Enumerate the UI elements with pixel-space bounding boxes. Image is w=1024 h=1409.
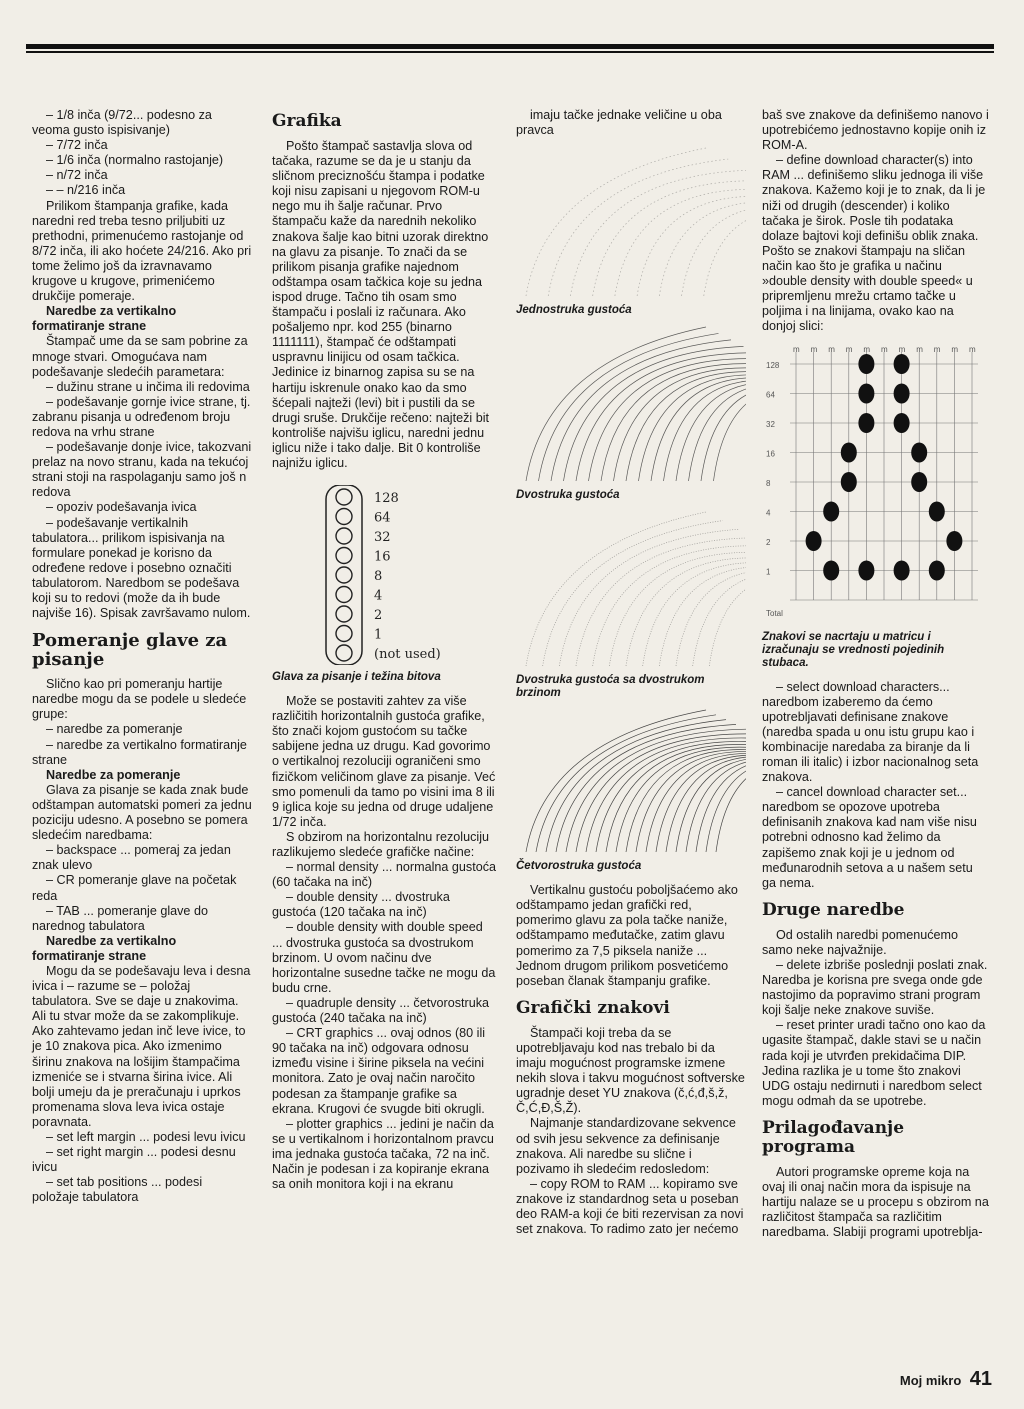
paragraph: – 1/8 inča (9/72... podesno za veoma gusto ispisivanje) [32,108,212,138]
matrix-dot [806,531,822,551]
matrix-dot [823,561,839,581]
matrix-column-label: m [793,345,800,355]
matrix-total-label: Total [766,609,783,619]
paragraph: Pošto štampač sastavlja slova od tačaka, razume se da je u stanju da sličnom preciznošću štampa i podatke koji nisu zapisani u njegovom ROM-u nego mu ih šalje računar. Prvo štampaču kaže da narednih nekoliko znakova šalje kao bitni uzorak direktno na glavu za pisanje. To znači da se prilikom pisanja grafike najednom odštampa osam tačkica koje su jedna ispod druge. Tačno tih osam smo štampaču i poslali iz računara. Ako pošaljemo npr. kod 255 (binarno 1111111), štampač će odštampati uspravnu linijicu od osam tačkica. Jedinice iz binarnog zapisa su se na hartiju iskrenule onako kao da smo šćepali najteži (levi) bit i pustili da se drugi sruše. Drukčije rečeno: najteži bit kontroliše najvišu iglicu, naredni jednu iglicu niže i tako dalje. Bit 0 kontroliše najnižu iglicu. [272,139,489,470]
density-arc [614,368,747,481]
page-number: 41 [969,1368,992,1390]
density-arc [593,181,746,296]
density-arc [709,576,746,666]
density-arc [704,211,746,296]
density-arc [609,553,746,667]
density-figure-1 [516,138,746,304]
paragraph: Štampači koji treba da se upotrebljavaju kod nas trebalo bi da imaju mogućnost programske izmene nekih slova i takvu mogućnost softverske ugradnje deset YU znakova (č,ć,đ,š,ž, Č,Ć,Đ,Š,Ž). [516,1025,745,1116]
paragraph: Vertikalnu gustoću poboljšaćemo ako odštampamo jedan grafički red, pomerimo glavu za pola tačke naniže, odštampamo međutačke, zatim glavu pomerimo za 7,5 piksela naniže ... Jednom drugom prilikom posvetićemo poseban članak štampanju grafike. [516,883,738,988]
density-arc [596,742,746,853]
paragraph: – CRT graphics ... ovaj odnos (80 ili 90 tačaka na inč) odgovara odnosu između visine i širine piksela na većini monitora. Zato je ovaj način naročito podesan za štampanje grafike sa ekrana. Krugovi će svugde biti okrugli. [272,1026,486,1116]
pin-weight-label: 128 [374,491,399,507]
density-arc [526,148,706,296]
density-arc [606,745,746,853]
section-heading: Grafički znakovi [516,997,670,1018]
density-arc [659,202,746,296]
print-head-diagram [272,485,496,665]
pin-circle [336,567,352,583]
density-arc [615,189,746,296]
figure-caption: Dvostruka gustoća [516,489,620,502]
density-arc [676,383,746,482]
matrix-dot [841,443,857,463]
density-figure-2 [516,317,746,489]
density-figure-3 [516,502,746,674]
paragraph: – – n/216 inča [46,183,126,198]
paragraph: – set right margin ... podesi desnu ivicu [32,1145,236,1175]
density-arc [564,347,744,482]
paragraph: – podešavanje vertikalnih tabulatora... prilikom ispisivanja na formulare ponekad je korisno da određene redove i posebno označiti tabulatorom. Naredbom se podešava koji su to redovi (može da ih bude najviše 16). Spisak završavamo nulom. [32,515,251,621]
matrix-column-label: m [969,345,976,355]
density-arc [626,372,746,481]
matrix-dot [911,472,927,492]
pin-circle-unused [336,645,352,661]
pin-circle [336,626,352,642]
figure-caption: Znakovi se nacrtaju u matricu i izračunaju se vrednosti pojedinih stubaca. [762,630,945,669]
pin-circle [336,528,352,544]
matrix-column-label: m [933,345,941,355]
pin-weight-label: 16 [374,549,391,565]
matrix-row-label: 1 [766,567,771,577]
density-arc [576,538,746,666]
paragraph: – 1/6 inča (normalno rastojanje) [46,153,224,168]
density-arc [539,334,719,482]
section-heading: Prilagođavanje programa [762,1117,905,1157]
density-arc [701,386,746,481]
matrix-column-label: m [951,345,959,355]
matrix-dot [858,384,874,404]
matrix-column-label: m [828,345,835,355]
paragraph: – delete izbriše poslednji poslati znak. Naredba je korisna pre svega onde gde nastojimo da popravimo strani program koji šalje neke znakove suviše. [762,958,988,1018]
pin-circle [336,606,352,622]
paragraph: – set tab positions ... podesi položaje tabulatora [32,1175,203,1205]
matrix-column-label: m [916,345,923,355]
pin-weight-label: (not used) [374,647,441,663]
density-arc [693,573,746,666]
density-arc [639,375,747,481]
matrix-row-label: 16 [766,449,775,459]
matrix-row-label: 128 [766,361,780,371]
density-arc [659,567,746,666]
matrix-row-label: 32 [766,420,775,430]
paragraph: – quadruple density ... četvorostruka gustoća (240 tačaka na inč) [272,995,490,1026]
column-2 [272,108,496,1192]
section-heading: Pomeranje glave za pisanje [32,630,228,671]
paragraph: Mogu da se podešavaju leva i desna ivica i – razume se – položaj tabulatora. Sve se daje u znakovima. Ali tu stvar može da se zakomplikuje. Ako zahtevamo jedan inč leve ivice, to je 10 znakova pica. Ako izmenimo širinu znakova na lošijim štampačima izmeniće se i stvarna širina ivice. Ali bolji umeju da je preračunaju i uprkos promenama slova leva ivica ostaje poravnata. [32,963,251,1129]
pin-circle [336,548,352,564]
column-4 [762,108,990,1240]
top-rule-thick [26,44,994,49]
matrix-row-label: 4 [766,508,771,518]
matrix-dot [858,561,874,581]
figure-caption: Četvorostruka gustoća [516,860,642,873]
matrix-row-label: 64 [766,390,775,400]
matrix-row-label: 8 [766,479,771,489]
paragraph: Može se postaviti zahtev za više različitih horizontalnih gustoća grafike, što znači kojom gustoćom su tačke sabijene jedna uz drugu. Kad govorimo o vertikalnoj rezoluciji ograničeni smo fizičkom veličinom glave za pisanje. Već smo pomenuli da tamo po visini ima 8 ili 9 iglica koje su jedna od druge udaljene 1/72 inča. [272,694,496,829]
paragraph: – cancel download character set... naredbom se opozove upotreba definisanih znakova kad nam više nisu potrebni odnosno kad želimo da zapišemo znak koji je u jednom od međunarodnih setova a u našem setu ga nema. [762,785,977,890]
density-arc [689,385,747,482]
paragraph: imaju tačke jednake veličine u oba pravca [516,108,722,138]
paragraph: – double density with double speed ... dvostruka gustoća sa dvostrukom brzinom. U ovom načinu dve horizontalne susedne tačke ne mogu da budu crne. [272,920,496,995]
matrix-column-label: m [898,345,906,355]
paragraph: – dužinu strane u inčima ili redovima [46,379,250,394]
paragraph: Štampač ume da se sam pobrine za mnoge stvari. Omogućava nam podešavanje sledećih parametara: [32,334,248,379]
matrix-dot [946,531,962,551]
density-arc [536,715,716,852]
density-arc [546,720,726,852]
paragraph: – n/72 inča [46,168,108,183]
paragraph: – select download characters... naredbom izaberemo da ćemo upotrebljavati definisane znakove (naredba spada u onu istu grupu kao i kombinacije naredaba za biranje da li roman ili italic) i izbor nacionalnog seta znakova. [762,679,979,785]
figure-caption: Dvostruka gustoća sa dvostrukom brzinom [516,674,705,700]
paragraph: – opoziv podešavanja ivica [46,500,197,515]
figure-caption: Glava za pisanje i težina bitova [272,671,441,684]
paragraph: – reset printer uradi tačno ono kao da ugasite štampač, dakle stavi se u način rada koji je utvrđen prekidačima DIP. Jedina razlika je u tome što znakovi UDG ostaju nedirnuti i naredbom select mogu odmah da se upotrebe. [762,1018,986,1108]
matrix-dot [823,502,839,522]
density-arc [593,546,746,666]
paragraph: – naredbe za pomeranje [46,722,183,737]
print-head-outline [326,485,362,665]
matrix-dot [929,561,945,581]
matrix-dot [894,384,910,404]
matrix-column-label: m [810,345,818,355]
paragraph: Od ostalih naredbi pomenućemo samo neke najvažnije. [762,927,959,957]
subheading: Naredbe za pomeranje [46,767,181,782]
density-arc [682,207,746,296]
density-arc [589,359,747,481]
paragraph: Najmanje standardizovane sekvence od svih jesu sekvence za definisanje znakova. Ali naredbe su slične i pozivamo ih sledećim redosledom: [516,1116,736,1176]
matrix-dot [841,472,857,492]
density-arc [526,512,706,666]
paragraph: – backspace ... pomeraj za jedan znak ulevo [32,843,231,873]
matrix-column-label: m [845,345,853,355]
matrix-column-label: m [863,345,871,355]
magazine-name: Moj mikro [899,1373,962,1388]
paragraph: – TAB ... pomeranje glave do narednog tabulatora [32,903,208,933]
paragraph: Slično kao pri pomeranju hartije naredbe mogu da se podele u sledeće grupe: [32,677,247,722]
pin-weight-label: 8 [374,569,383,585]
paragraph: – 7/72 inča [46,138,108,153]
character-matrix-figure [762,340,990,624]
pin-weight-label: 1 [374,627,383,643]
matrix-dot [858,413,874,433]
matrix-dot [858,354,874,374]
paragraph: Autori programske opreme koja na ovaj ili onaj način mora da ispisuje na hartiju nalaze se u procepu s obzirom na različitost štampača sa različitim naredbama. Slabiji programi upotrebljа- [762,1164,989,1240]
paragraph: – naredbe za vertikalno formatiranje strane [32,737,247,767]
matrix-column-label: m [881,345,888,355]
section-heading: Grafika [272,111,342,131]
section-heading: Druge naredbe [762,899,905,920]
figure-caption: Jednostruka gustoća [516,304,632,317]
paragraph: – plotter graphics ... jedini je način da se u vertikalnom i horizontalnom pravcu ima jednaka gustoća tačaka, 72 na inč. Način je podesan i za kopiranje ekrana sa onih monitora koji i na ekranu [272,1116,494,1192]
density-arc [526,710,706,852]
matrix-dot [911,443,927,463]
pin-weight-label: 2 [374,608,383,624]
paragraph: – normal density ... normalna gustoća (60 tačaka na inč) [272,860,497,890]
density-arc [526,327,706,481]
paragraph: S obzirom na horizontalnu rezoluciju razlikujemo sledeće grafičke načine: [272,829,490,859]
matrix-row-label: 2 [766,538,771,548]
print-head-figure [272,485,496,665]
matrix-dot [929,502,945,522]
top-rule-thin [26,51,994,53]
paragraph: Glava za pisanje se kada znak bude odštampan automatski pomeri za jednu poziciju udesno. A posebno se pomera sledećim naredbama: [32,782,252,843]
pin-weight-label: 32 [374,530,391,546]
paragraph: – define download character(s) into RAM ... definišemo sliku jednoga ili više znakova. Kažemo koji je to znak, da li je niži od drugih (descender) i koliko tačaka je širok. Posle tih podataka dolaze bajtovi koji definišu oblik znaka. Pošto se znakovi štampaju na sličan način kao što je grafika u načinu »double density with double speed« u pripremljenu mrežu crtamo tačke u poljima i na linijama, ovako kao na donjoj slici: [762,153,986,334]
matrix-dot [894,413,910,433]
density-arc [559,529,739,666]
subheading: Naredbe za vertikalno formatiranje strane [32,304,177,334]
paragraph: baš sve znakove da definišemo nanovo i upotrebićemo jednostavno kopije onih iz ROM-A. [762,108,989,153]
density-arc [651,378,746,481]
paragraph: – set left margin ... podesi levu ivicu [46,1130,246,1144]
density-figure-4 [516,700,746,860]
paragraph: – double density ... dvostruka gustoća (120 tačaka na inč) [272,890,450,920]
paragraph: Prilikom štampanja grafike, kada naredni red treba tesno priljubiti uz prethodni, primenućemo rastojanje od 8/72 inča, ili ako hoćete 24/216. Ako pri tome želimo još da izravnavamo krugove u krugove, primenićemo drukčije pomeraje. [32,198,252,304]
matrix-dot [894,561,910,581]
column-1 [32,108,252,1205]
subheading: Naredbe za vertikalno formatiranje strane [32,933,177,963]
matrix-dot [894,354,910,374]
density-arc [643,563,746,666]
character-matrix [762,340,990,620]
column-3 [516,108,746,1237]
pin-weight-label: 4 [374,588,383,604]
pin-circle [336,489,352,505]
pin-circle [336,587,352,603]
density-arc [714,388,747,481]
paragraph: – podešavanje gornje ivice strane, tj. zabranu pisanja u određenom broju redova na vrhu strane [32,394,251,439]
paragraph: – copy ROM to RAM ... kopiramo sve znakove iz standardnog seta u poseban deo RAM-a koji će biti rezervisan za novi set znakova. To radimo zato jer nećemo [516,1176,744,1237]
paragraph: – podešavanje donje ivice, takozvani prelaz na novo stranu, kada na tekućoj strani stoji na raspolaganju samo još n redova [32,440,252,500]
density-arc [543,521,723,666]
paragraph: – CR pomeranje glave na početak reda [32,873,237,903]
density-arc [664,380,747,481]
pin-weight-label: 64 [374,510,391,526]
page-footer [900,1368,992,1391]
density-arc [637,196,746,296]
pin-circle [336,509,352,525]
